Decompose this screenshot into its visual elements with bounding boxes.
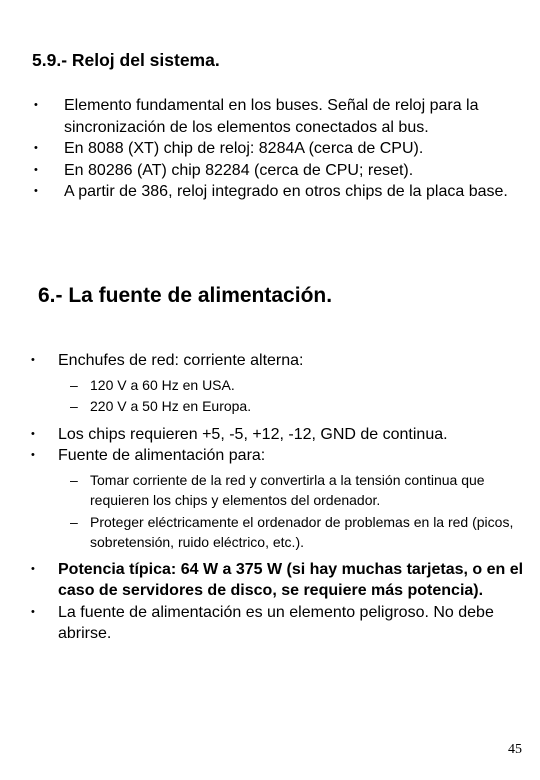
bullet-item (28, 160, 528, 182)
bullet-item (28, 138, 528, 160)
section-title-reloj: 5.9.- Reloj del sistema. (32, 50, 220, 70)
sub-item-text: 220 V a 50 Hz en Europa. (90, 398, 252, 414)
sub-item-text: Tomar corriente de la red y convertirla a la tensión continua que requieren los chips y elementos del ordenador. (90, 471, 485, 508)
dash-icon: – (70, 376, 78, 393)
bullet-text: En 8088 (XT) chip de reloj: 8284A (cerca de CPU). (64, 140, 424, 157)
bullet-icon: • (31, 562, 35, 575)
bullet-item (28, 181, 528, 203)
bullet-icon: • (34, 99, 38, 111)
bullet-icon: • (31, 354, 35, 366)
dash-icon: – (70, 513, 78, 530)
dash-icon: – (70, 398, 78, 414)
section-title-fuente: 6.- La fuente de alimentación. (38, 284, 333, 307)
reloj-bullet-list (28, 95, 528, 203)
bullet-item (28, 350, 528, 418)
bullet-item (28, 95, 528, 138)
bullet-text: Fuente de alimentación para: (58, 447, 266, 464)
bullet-item (28, 602, 528, 645)
sub-item (58, 512, 528, 553)
sub-item-text: Proteger eléctricamente el ordenador de problemas en la red (picos, sobretensión, ruido eléctrico, etc.). (90, 513, 514, 550)
sub-item (58, 470, 528, 511)
bullet-item (28, 445, 528, 553)
sub-list (58, 375, 528, 418)
bullet-text: Enchufes de red: corriente alterna: (58, 352, 304, 369)
bullet-icon: • (34, 163, 38, 176)
sub-item (58, 396, 528, 418)
bullet-text: En 80286 (AT) chip 82284 (cerca de CPU; reset). (64, 161, 414, 179)
sub-list (58, 470, 528, 553)
bullet-icon: • (31, 427, 35, 440)
bullet-icon: • (31, 449, 35, 461)
bullet-text: La fuente de alimentación es un elemento peligroso. No debe abrirse. (58, 603, 494, 642)
bullet-icon: • (31, 605, 35, 618)
sub-item-text: 120 V a 60 Hz en USA. (90, 376, 235, 393)
bullet-icon: • (34, 185, 38, 197)
bullet-text: A partir de 386, reloj integrado en otros chips de la placa base. (64, 183, 508, 200)
bullet-item (28, 424, 528, 446)
bullet-text: Elemento fundamental en los buses. Señal de reloj para la sincronización de los elementos conectados al bus. (64, 97, 479, 136)
bullet-text: Los chips requieren +5, -5, +12, -12, GND de continua. (58, 425, 448, 443)
bullet-icon: • (34, 142, 38, 154)
page-number: 45 (508, 742, 522, 757)
dash-icon: – (70, 471, 78, 488)
fuente-bullet-list (28, 350, 528, 645)
bullet-item (28, 559, 528, 602)
bullet-text: Potencia típica: 64 W a 375 W (si hay muchas tarjetas, o en el caso de servidores de disco, se requiere más potencia). (58, 560, 524, 599)
sub-item (58, 375, 528, 397)
